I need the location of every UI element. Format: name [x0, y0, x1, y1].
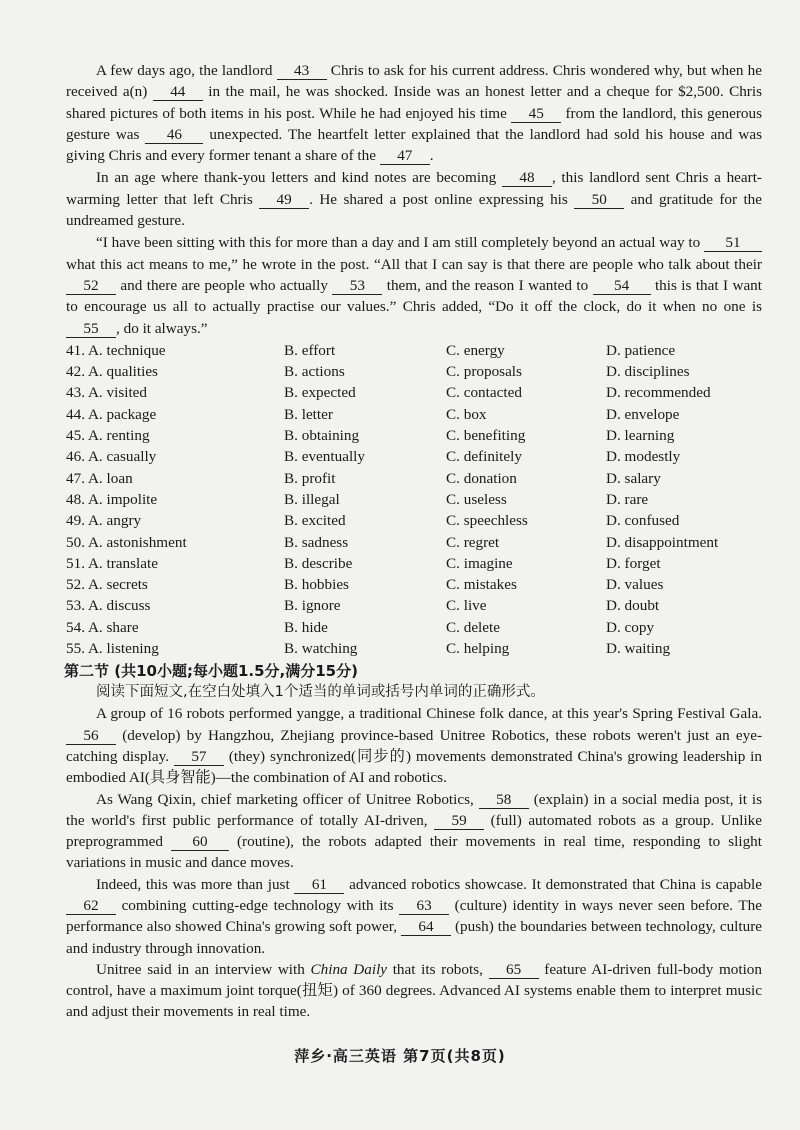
option-d: D. salary — [606, 469, 661, 487]
option-d: D. rare — [606, 490, 649, 508]
option-b: B. excited — [284, 512, 346, 530]
option-b: B. effort — [284, 341, 336, 359]
option-c: C. energy — [446, 341, 505, 359]
option-row — [66, 425, 762, 446]
option-a-text: A. renting — [87, 427, 150, 445]
option-d: D. confused — [606, 512, 680, 530]
option-d: D. disciplines — [606, 363, 690, 381]
question-number: 50. — [66, 533, 85, 551]
grammar-paragraph-1 — [66, 703, 762, 788]
question-number: 46. — [66, 448, 85, 466]
text: this is that I want to encourage us all to actually practise our values.” Chris added, “Do it off the clock, do it when no one is — [66, 276, 762, 316]
question-number: 44. — [66, 405, 85, 423]
text: unexpected. The heartfelt letter explained that the landlord had sold his house and was giving Chris and every former tenant a share of the — [66, 125, 762, 165]
text: from the landlord, this generous gesture was — [66, 104, 762, 143]
blank-46: 46 — [145, 126, 203, 144]
option-a — [66, 446, 284, 467]
option-c: C. speechless — [446, 512, 528, 530]
option-row — [66, 361, 762, 382]
text: In an age where thank-you letters and kind notes are becoming — [96, 169, 502, 187]
blank-43: 43 — [277, 62, 327, 80]
option-a — [66, 489, 284, 510]
option-a — [66, 574, 284, 595]
text: “I have been sitting with this for more than a day and I am still completely beyond an actual way to — [96, 234, 704, 252]
text: Chris to ask for his current address. Chris wondered why, but when he received a(n) — [66, 62, 762, 101]
blank-64: 64 — [401, 918, 451, 936]
question-number: 43. — [66, 384, 85, 402]
option-d: D. patience — [606, 341, 676, 359]
option-c: C. definitely — [446, 448, 522, 466]
newspaper-name: China Daily — [310, 960, 388, 978]
blank-47: 47 — [380, 147, 430, 165]
text: , do it always.” — [116, 319, 208, 337]
option-a-text: A. discuss — [87, 597, 151, 615]
option-row — [66, 404, 762, 425]
option-c: C. box — [446, 405, 487, 423]
text: (routine), the robots adapted their movements in real time, responding to slight variations in music and dance moves. — [66, 833, 762, 872]
option-a-text: A. loan — [87, 469, 133, 487]
option-d: D. copy — [606, 618, 655, 636]
option-a-text: A. share — [87, 618, 139, 636]
option-b: B. watching — [284, 640, 358, 658]
text: (explain) in a social media post, it is the world's first public performance of totally AI-driven, — [66, 790, 763, 829]
option-b: B. eventually — [284, 448, 365, 466]
text: and gratitude for the undreamed gesture. — [66, 190, 763, 230]
option-a-text: A. astonishment — [87, 533, 187, 551]
blank-63: 63 — [399, 897, 449, 915]
option-row — [66, 340, 762, 361]
question-number: 55. — [66, 640, 85, 658]
option-a — [66, 595, 284, 616]
question-number: 51. — [66, 554, 85, 572]
option-row — [66, 532, 762, 553]
option-d: D. learning — [606, 427, 675, 445]
option-a-text: A. translate — [87, 554, 158, 572]
option-b: B. ignore — [284, 597, 341, 615]
text: Indeed, this was more than just — [96, 875, 295, 893]
option-a-text: A. qualities — [87, 363, 158, 381]
option-c: C. live — [446, 597, 487, 615]
option-c: C. proposals — [446, 363, 522, 381]
option-b: B. expected — [284, 384, 356, 402]
grammar-paragraph-3 — [66, 874, 762, 959]
option-c: C. imagine — [446, 554, 513, 572]
option-a — [66, 638, 284, 659]
text: (they) synchronized(同步的) movements demonstrated China's growing leadership in embodied AI(具身智能)—the combination of AI and robotics. — [66, 747, 762, 787]
text: Unitree said in an interview with — [96, 960, 311, 978]
option-d: D. forget — [606, 554, 661, 572]
option-d: D. disappointment — [606, 533, 719, 551]
option-a — [66, 617, 284, 638]
text: , this landlord sent Chris a heart-warming letter that left Chris — [66, 169, 762, 208]
option-c: C. helping — [446, 640, 510, 658]
blank-62: 62 — [66, 897, 116, 915]
question-number: 54. — [66, 618, 85, 636]
option-d: D. values — [606, 576, 664, 594]
cloze-paragraph-3 — [66, 232, 762, 338]
options-list — [66, 340, 762, 659]
text: (full) automated robots as a group. Unlike preprogrammed — [66, 811, 763, 851]
option-c: C. useless — [446, 490, 507, 508]
option-b: B. obtaining — [284, 427, 360, 445]
blank-54: 54 — [593, 277, 651, 295]
option-d: D. modestly — [606, 448, 681, 466]
blank-61: 61 — [294, 876, 344, 894]
option-a — [66, 510, 284, 531]
question-number: 42. — [66, 363, 85, 381]
blank-45: 45 — [511, 105, 561, 123]
blank-53: 53 — [332, 277, 382, 295]
option-d: D. recommended — [606, 384, 711, 402]
option-row — [66, 489, 762, 510]
blank-59: 59 — [434, 812, 484, 830]
option-row — [66, 574, 762, 595]
option-a-text: A. secrets — [87, 576, 148, 594]
blank-57: 57 — [174, 748, 224, 766]
option-b: B. describe — [284, 554, 353, 572]
blank-60: 60 — [171, 833, 229, 851]
option-d: D. waiting — [606, 640, 671, 658]
option-row — [66, 595, 762, 616]
option-a-text: A. angry — [87, 512, 142, 530]
option-c: C. contacted — [446, 384, 522, 402]
blank-51: 51 — [704, 234, 762, 252]
question-number: 49. — [66, 512, 85, 530]
question-number: 47. — [66, 469, 85, 487]
option-c: C. mistakes — [446, 576, 517, 594]
grammar-paragraph-2 — [66, 789, 762, 874]
text: (culture) identity in ways never seen before. The performance also showed China's growing soft power, — [66, 896, 762, 936]
option-row — [66, 446, 762, 467]
option-row — [66, 638, 762, 659]
cloze-passage — [66, 60, 762, 339]
option-b: B. illegal — [284, 490, 340, 508]
blank-55: 55 — [66, 320, 116, 338]
text: what this act means to me,” he wrote in the post. “All that I can say is that there are people who talk about their — [66, 255, 762, 273]
blank-65: 65 — [489, 961, 539, 979]
blank-50: 50 — [574, 191, 624, 209]
question-number: 52. — [66, 576, 85, 594]
option-c: C. regret — [446, 533, 500, 551]
grammar-passage — [66, 703, 762, 1022]
cloze-paragraph-1 — [66, 60, 762, 166]
option-a — [66, 468, 284, 489]
blank-52: 52 — [66, 277, 116, 295]
question-number: 45. — [66, 427, 85, 445]
option-d: D. envelope — [606, 405, 680, 423]
option-a-text: A. impolite — [87, 490, 158, 508]
option-c: C. donation — [446, 469, 517, 487]
blank-56: 56 — [66, 727, 116, 745]
option-a-text: A. technique — [87, 341, 166, 359]
option-a-text: A. casually — [87, 448, 157, 466]
option-b: B. actions — [284, 363, 345, 381]
text: A few days ago, the landlord — [96, 62, 277, 79]
text: (push) the boundaries between technology, culture and industry through innovation. — [66, 918, 762, 957]
question-number: 53. — [66, 597, 85, 615]
text: As Wang Qixin, chief marketing officer of Unitree Robotics, — [96, 790, 479, 808]
option-a-text: A. package — [87, 405, 157, 423]
option-a — [66, 382, 284, 403]
option-b: B. hide — [284, 618, 328, 636]
page-footer: 萍乡·高三英语 第7页(共8页) — [294, 1047, 506, 1065]
option-row — [66, 553, 762, 574]
option-a — [66, 532, 284, 553]
option-row — [66, 468, 762, 489]
option-row — [66, 382, 762, 403]
option-a — [66, 553, 284, 574]
option-a-text: A. visited — [87, 384, 148, 402]
option-b: B. hobbies — [284, 576, 349, 594]
text: combining cutting-edge technology with its — [116, 896, 400, 914]
question-number: 41. — [66, 341, 85, 359]
section-instruction: 阅读下面短文,在空白处填入1个适当的单词或括号内单词的正确形式。 — [96, 684, 545, 701]
option-b: B. profit — [284, 469, 336, 487]
section-header: 第二节 (共10小题;每小题1.5分,满分15分) — [64, 662, 358, 681]
option-d: D. doubt — [606, 597, 660, 615]
blank-44: 44 — [153, 83, 203, 101]
text: and there are people who actually — [116, 276, 333, 294]
option-a — [66, 425, 284, 446]
text: them, and the reason I wanted to — [382, 276, 593, 294]
option-a — [66, 404, 284, 425]
option-row — [66, 510, 762, 531]
blank-49: 49 — [259, 191, 309, 209]
option-c: C. benefiting — [446, 427, 526, 445]
option-a — [66, 340, 284, 361]
text: that its robots, — [387, 960, 489, 978]
option-a — [66, 361, 284, 382]
option-b: B. sadness — [284, 533, 349, 551]
cloze-paragraph-2 — [66, 167, 762, 231]
text: (develop) by Hangzhou, Zhejiang province-based Unitree Robotics, these robots weren't just an eye-catching display. — [66, 726, 762, 765]
option-c: C. delete — [446, 618, 500, 636]
option-a-text: A. listening — [87, 640, 159, 658]
option-row — [66, 617, 762, 638]
text: in the mail, he was shocked. Inside was an honest letter and a cheque for $2,500. Chris shared pictures of both items in his post. While he had enjoyed his time — [66, 83, 762, 122]
option-b: B. letter — [284, 405, 333, 423]
text: advanced robotics showcase. It demonstrated that China is capable — [344, 875, 762, 893]
blank-58: 58 — [479, 791, 529, 809]
blank-48: 48 — [502, 169, 552, 187]
text: . He shared a post online expressing his — [309, 190, 575, 208]
text: A group of 16 robots performed yangge, a traditional Chinese folk dance, at this year's Spring Festival Gala. — [96, 705, 762, 723]
text: feature AI-driven full-body motion control, have a maximum joint torque(扭矩) of 360 degrees. Advanced AI systems enable them to interpret music and adjust their movements in real time. — [66, 960, 762, 1021]
grammar-paragraph-4 — [66, 959, 762, 1023]
question-number: 48. — [66, 490, 85, 508]
text: . — [429, 147, 434, 165]
